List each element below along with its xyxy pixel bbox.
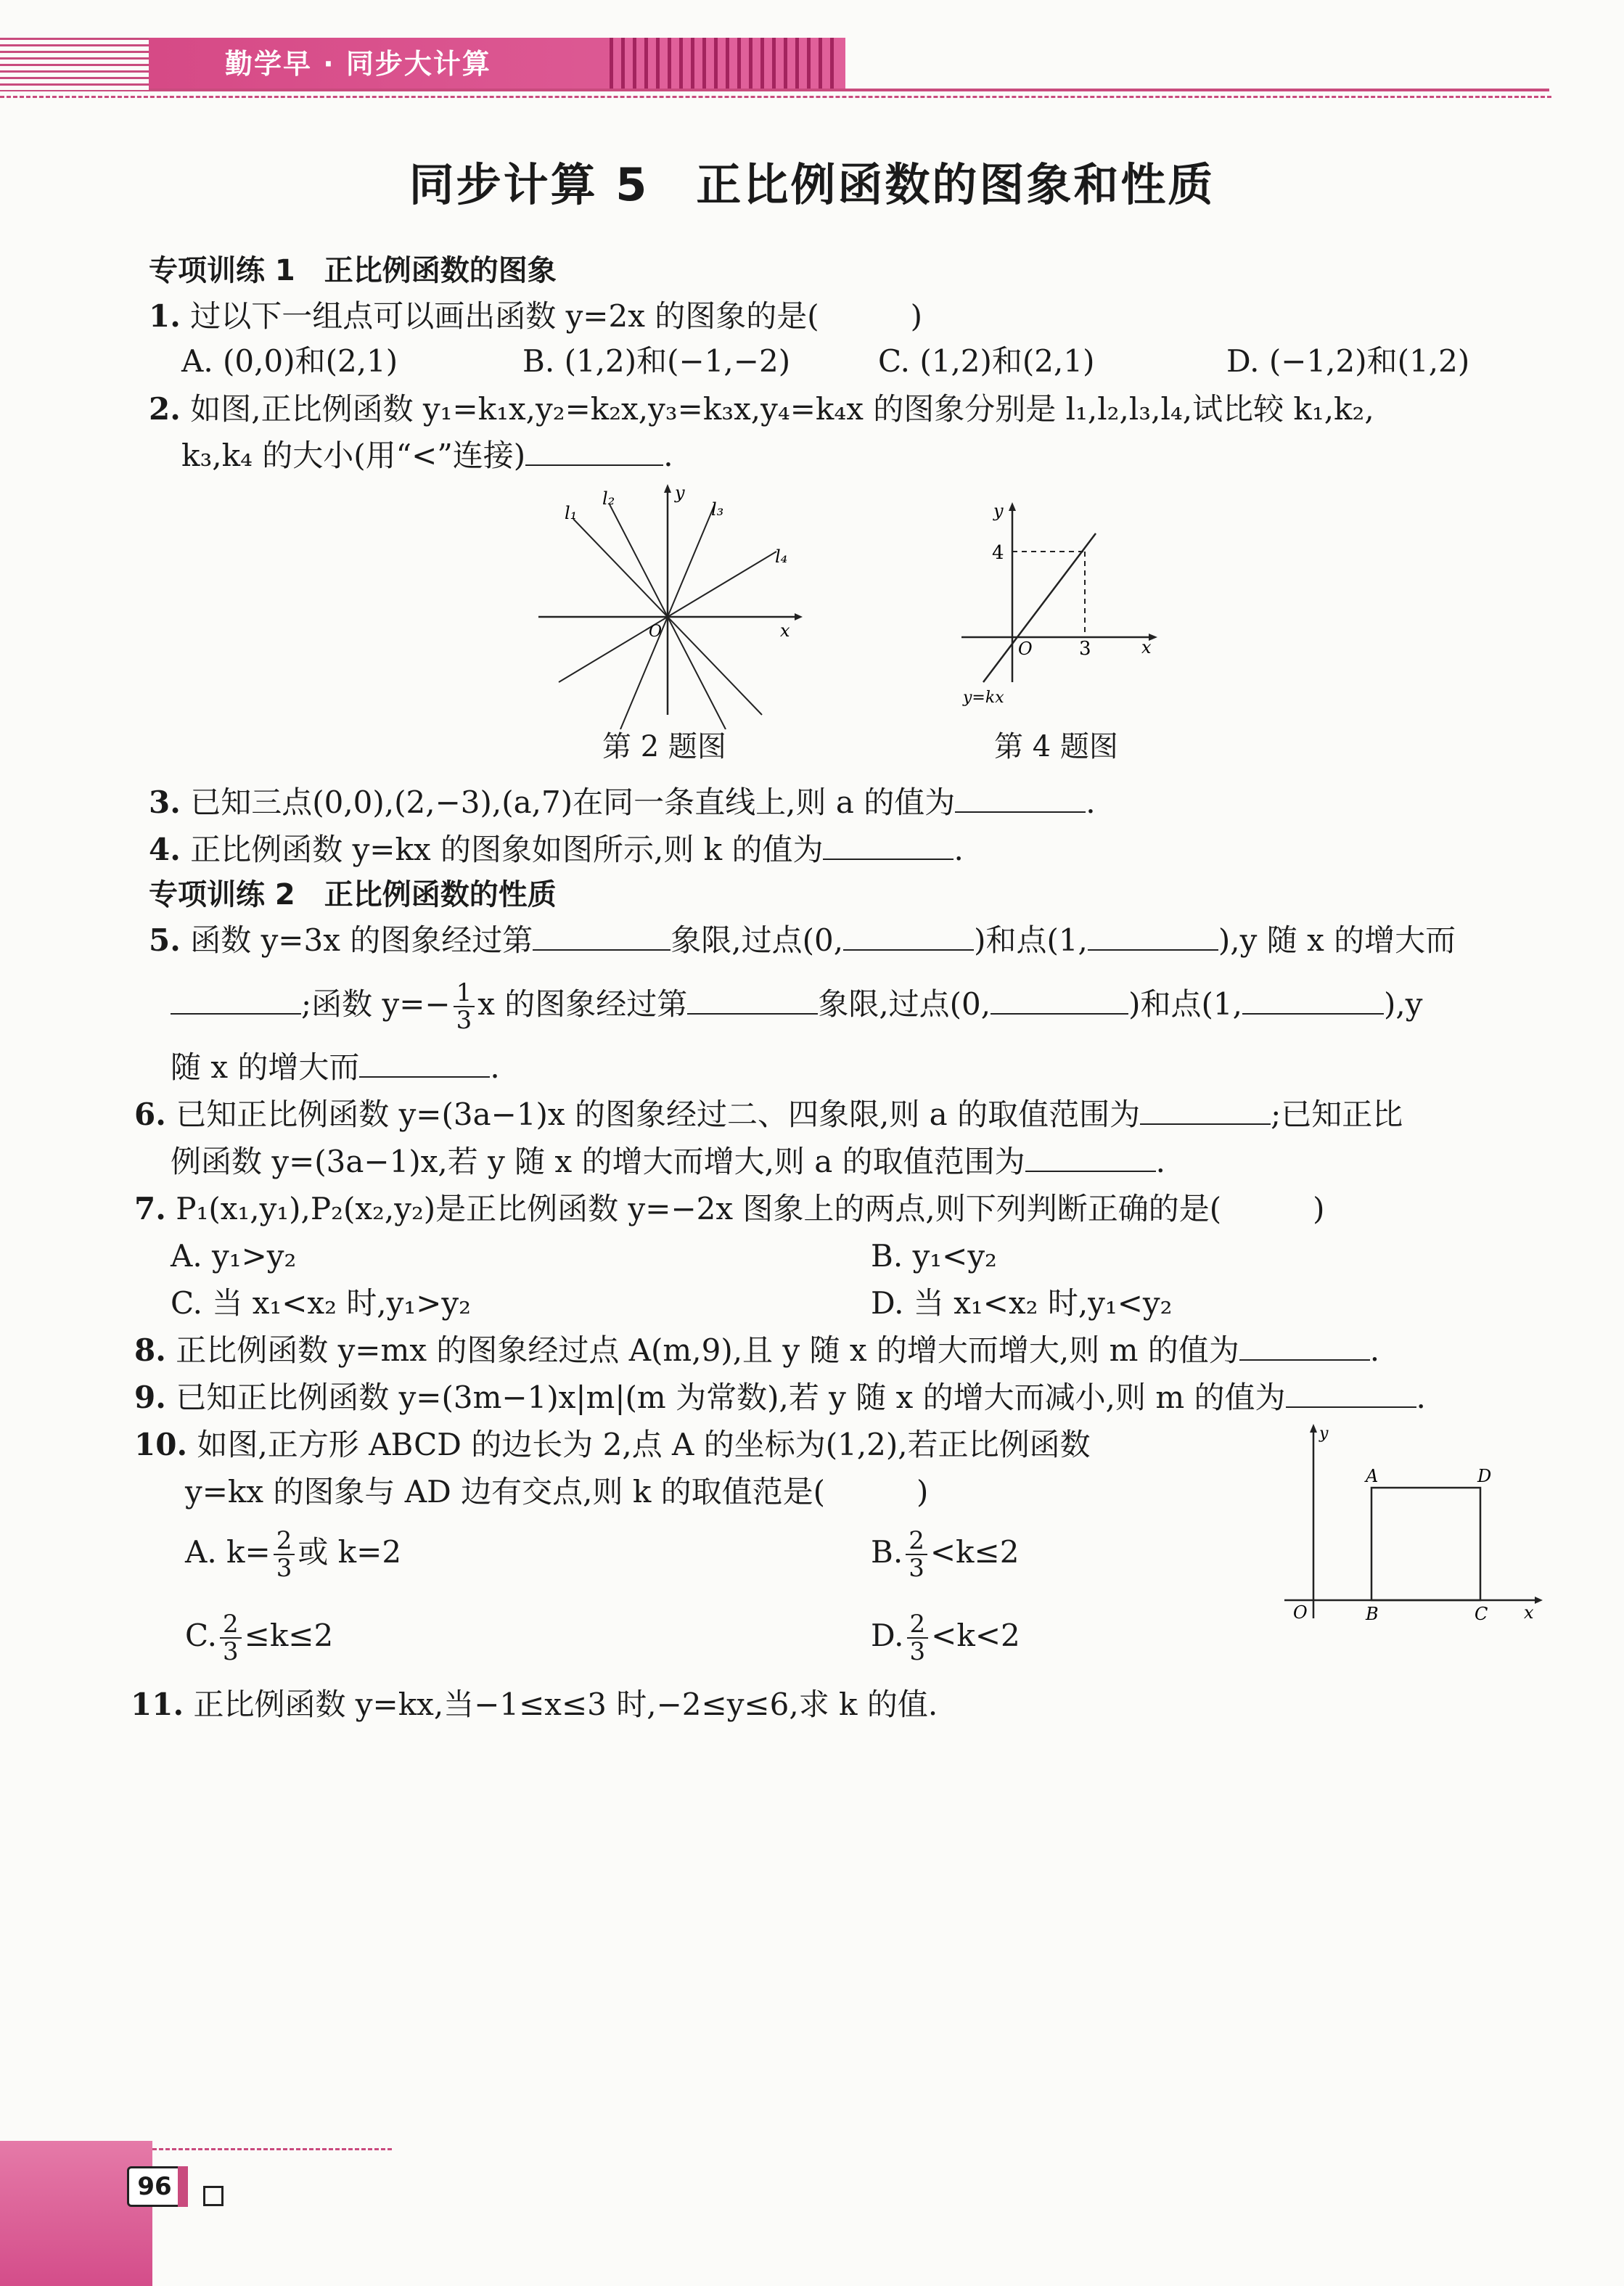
question-number: 8. [134,1332,166,1368]
fraction-two-thirds [907,1611,929,1665]
option-text: D. [871,1618,904,1653]
figure-10 [1277,1422,1553,1633]
square-icon [203,2186,223,2206]
q10-option-d [871,1611,1020,1665]
header-stripes-left [0,38,149,91]
question-text: 如图,正方形 ABCD 的边长为 2,点 A 的坐标为(1,2),若正比例函数 [197,1427,1091,1462]
answer-blank[interactable] [843,923,974,951]
q7-option-d: D. 当 x₁<x₂ 时,y₁<y₂ [871,1285,1173,1321]
y-arrow [1009,502,1016,511]
question-number: 6. [134,1097,166,1132]
q7-option-c: C. 当 x₁<x₂ 时,y₁>y₂ [171,1285,471,1321]
answer-blank[interactable] [525,438,663,466]
q10-option-a [185,1528,401,1581]
label-x: x [1141,637,1152,657]
question-1 [149,298,922,335]
header-rule [149,89,1549,91]
question-6-line1 [134,1096,1403,1134]
question-2 [149,390,1374,428]
label-x: x [780,620,790,641]
fraction-two-thirds [274,1528,295,1581]
question-text: 例函数 y=(3a−1)x,若 y 随 x 的增大而增大,则 a 的取值范围为 [171,1144,1025,1179]
answer-blank[interactable] [955,785,1086,813]
label-l2: l₂ [602,488,615,509]
page-number-tab [178,2166,188,2207]
answer-blank[interactable] [359,1050,490,1078]
question-10-line2: y=kx 的图象与 AD 边有交点,则 k 的取值范是( ) [185,1474,929,1509]
label-l1: l₁ [565,503,578,523]
question-text: 已知正比例函数 y=(3m−1)x|m|(m 为常数),若 y 随 x 的增大而减小,则 m 的值为 [176,1380,1286,1415]
question-text-line1: 如图,正比例函数 y₁=k₁x,y₂=k₂x,y₃=k₃x,y₄=k₄x 的图象分别是 l₁,l₂,l₃,l₄,试比较 k₁,k₂, [190,391,1374,427]
answer-blank[interactable] [1140,1097,1271,1125]
answer-blank[interactable] [823,832,954,860]
q5-text-part: ),y 随 x 的增大而 [1218,922,1456,958]
question-number: 1. [149,298,181,334]
x-arrow [1535,1597,1543,1604]
fraction-denominator: 3 [456,1006,472,1035]
footer-dotted-rule [152,2148,392,2150]
question-number: 5. [149,922,181,958]
label-c: C [1475,1604,1488,1624]
figure-2 [530,483,805,729]
label-b: B [1366,1604,1379,1624]
footer-band [0,2141,152,2286]
question-5-line3: 随 x 的增大而 . [171,1049,500,1085]
answer-blank[interactable] [533,923,670,951]
label-d: D [1477,1466,1492,1486]
question-text: 已知三点(0,0),(2,−3),(a,7)在同一条直线上,则 a 的值为 [190,784,956,820]
question-number: 9. [134,1380,166,1415]
header-dotted-rule [0,96,1551,98]
question-3: 3. 已知三点(0,0),(2,−3),(a,7)在同一条直线上,则 a 的值为 . [149,784,1096,820]
question-9: 9. 已知正比例函数 y=(3m−1)x|m|(m 为常数),若 y 随 x 的增大而减小,则 m 的值为 . [134,1380,1426,1415]
question-text: 正比例函数 y=kx,当−1≤x≤3 时,−2≤y≤6,求 k 的值. [193,1687,938,1722]
option-text: 或 k=2 [298,1534,402,1570]
question-number: 4. [149,832,181,867]
page-title: 同步计算 5 正比例函数的图象和性质 [409,158,1215,211]
section-heading-1: 专项训练 1 正比例函数的图象 [149,254,557,287]
header-stripes-right [610,38,842,91]
question-4: 4. 正比例函数 y=kx 的图象如图所示,则 k 的值为 . [149,832,964,867]
answer-blank[interactable] [171,987,301,1015]
series-title: 勤学早 · 同步大计算 [225,48,491,80]
fraction-two-thirds [220,1611,242,1665]
answer-blank[interactable] [1088,923,1218,951]
answer-blank[interactable] [1242,987,1384,1015]
question-6-line2: 例函数 y=(3a−1)x,若 y 随 x 的增大而增大,则 a 的取值范围为 . [171,1144,1166,1179]
answer-blank[interactable] [687,987,818,1015]
question-text: 已知正比例函数 y=(3a−1)x 的图象经过二、四象限,则 a 的取值范围为 [176,1097,1141,1132]
x-arrow [795,613,803,620]
answer-blank[interactable] [991,987,1128,1015]
label-y: y [675,483,685,503]
label-3: 3 [1079,638,1091,660]
question-text: 正比例函数 y=mx 的图象经过点 A(m,9),且 y 随 x 的增大而增大,则 m 的值为 [176,1332,1239,1368]
fraction-denominator: 3 [909,1554,924,1583]
q5-text-part: )和点(1, [974,922,1088,958]
label-origin: O [1293,1602,1308,1623]
fraction-numerator: 2 [274,1528,295,1555]
y-arrow [664,484,671,493]
option-text: B. [871,1534,903,1570]
figure-4 [954,501,1165,718]
label-l3: l₃ [711,499,724,520]
question-text: 过以下一组点可以画出函数 y=2x 的图象的是( ) [190,298,923,334]
fraction-numerator: 2 [907,1611,929,1639]
fraction-denominator: 3 [223,1637,239,1666]
fraction-denominator: 3 [909,1637,926,1666]
option-text: A. k= [185,1534,271,1570]
q7-option-a: A. y₁>y₂ [171,1238,297,1274]
q1-option-c: C. (1,2)和(2,1) [878,343,1095,379]
label-x: x [1524,1602,1534,1623]
question-2-line2: k₃,k₄ 的大小(用“<”连接) . [181,438,673,473]
fraction-one-third [454,980,475,1033]
q1-option-a: A. (0,0)和(2,1) [181,343,398,379]
question-text: P₁(x₁,y₁),P₂(x₂,y₂)是正比例函数 y=−2x 图象上的两点,则下列判断正确的是( ) [176,1191,1325,1226]
option-text: ≤k≤2 [244,1618,334,1653]
q5-text-part: ;函数 y=− [301,986,451,1022]
fraction-two-thirds [906,1528,927,1581]
question-text: 正比例函数 y=kx 的图象如图所示,则 k 的值为 [190,832,824,867]
q7-option-b: B. y₁<y₂ [871,1238,997,1274]
q5-text-part: 象限,过点(0, [818,986,991,1022]
label-y: y [993,501,1004,521]
q5-text-part: 随 x 的增大而 [171,1049,360,1085]
label-equation: y=kx [963,689,1004,707]
q5-text-part: )和点(1, [1128,986,1242,1022]
q5-text-part: 函数 y=3x 的图象经过第 [190,922,533,958]
option-text: <k≤2 [930,1534,1020,1570]
section-heading-2: 专项训练 2 正比例函数的性质 [149,878,557,911]
answer-blank[interactable] [1286,1380,1416,1408]
y-arrow [1310,1424,1317,1433]
question-8: 8. 正比例函数 y=mx 的图象经过点 A(m,9),且 y 随 x 的增大而增大,则 m 的值为 . [134,1332,1380,1368]
question-number: 10. [134,1427,188,1462]
option-text: <k<2 [931,1618,1020,1653]
question-number: 3. [149,784,181,820]
figure-2-caption: 第 2 题图 [602,730,726,763]
option-text: C. [185,1618,217,1653]
answer-blank[interactable] [1025,1144,1156,1172]
page-number: 96 [127,2166,182,2207]
q10-option-c [185,1611,333,1665]
question-10-line1 [134,1426,1091,1464]
question-11 [131,1686,938,1724]
q5-text-part: 象限,过点(0, [670,922,844,958]
label-a: A [1366,1466,1379,1486]
fraction-numerator: 2 [906,1528,927,1555]
label-y: y [1319,1425,1329,1443]
fraction-denominator: 3 [276,1554,292,1583]
question-text-line2: k₃,k₄ 的大小(用“<”连接) [181,438,526,473]
question-text: ;已知正比 [1271,1097,1403,1132]
question-number: 2. [149,391,181,427]
answer-blank[interactable] [1239,1333,1370,1361]
fraction-numerator: 1 [454,980,475,1007]
square-abcd [1371,1488,1480,1600]
figure-4-caption: 第 4 题图 [994,730,1118,763]
q5-text-part: ),y [1383,986,1423,1022]
question-number: 7. [134,1191,166,1226]
q1-option-b: B. (1,2)和(−1,−2) [522,343,791,379]
q1-option-d: D. (−1,2)和(1,2) [1226,343,1470,379]
q5-text-part: x 的图象经过第 [477,986,688,1022]
fraction-numerator: 2 [220,1611,242,1639]
question-7 [134,1190,1325,1228]
label-origin: O [1018,639,1033,659]
label-l4: l₄ [775,546,788,567]
question-5-line1 [149,922,1456,959]
question-5-line2 [171,980,1422,1033]
label-4: 4 [992,542,1004,564]
q10-option-b [871,1528,1019,1581]
label-origin: O [649,623,663,641]
question-number: 11. [131,1687,184,1722]
